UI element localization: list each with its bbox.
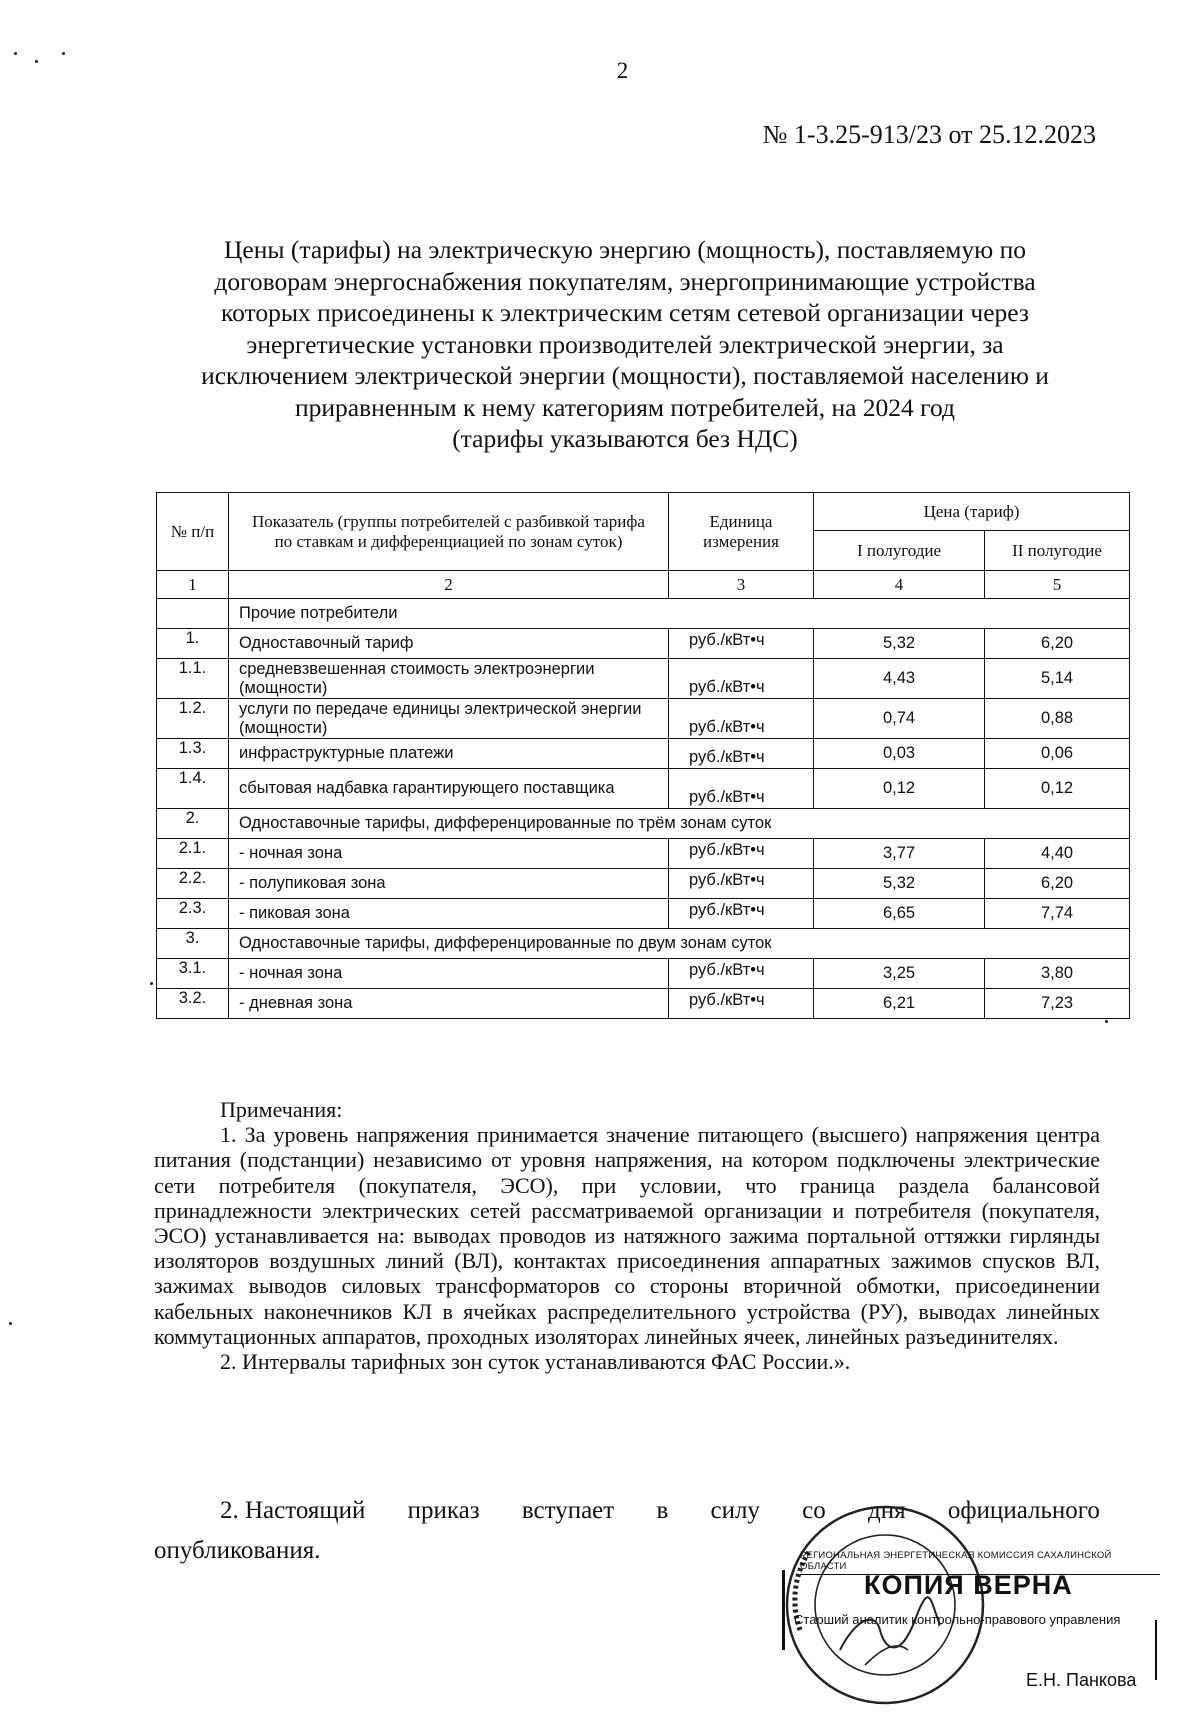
- tariff-table-body: [157, 599, 1130, 1019]
- order-word: со: [802, 1497, 826, 1524]
- column-number-row: [157, 571, 1130, 599]
- row-indicator: Одноставочный тариф: [229, 629, 669, 659]
- page-number: 2: [616, 58, 629, 83]
- notes-heading: Примечания:: [220, 1097, 343, 1122]
- table-row: [157, 839, 1130, 869]
- row-unit: руб./кВт•ч: [669, 899, 814, 929]
- table-row: [157, 769, 1130, 809]
- note-item: 2. Интервалы тарифных зон суток устанавливаются ФАС России.».: [220, 1349, 851, 1375]
- section-row: [157, 809, 1130, 839]
- stamp-signer-name: Е.Н. Панкова: [1026, 1670, 1137, 1690]
- row-number: 2.1.: [157, 839, 229, 869]
- price-half-2: 0,06: [985, 739, 1130, 769]
- row-unit: руб./кВт•ч: [669, 869, 814, 899]
- row-number: 3.2.: [157, 989, 229, 1019]
- price-half-2: 0,12: [985, 769, 1130, 809]
- tariff-table: [156, 492, 1130, 1019]
- title-line: договорам энергоснабжения покупателям, энергопринимающие устройства: [214, 266, 1036, 296]
- note-item: 1. За уровень напряжения принимается значение питающего (высшего) напряжения центра питания (подстанции) независимо от уровня напряжения, на котором подключены электрические сети потребителя (покупателя, ЭСО), при условии, что граница раздела балансовой принадлежности электрических сетей рассматриваемой организации и потребителя (покупателя, ЭСО) устанавливается на: выводах проводов из натяжного зажима портальной оттяжки гирлянды изоляторов воздушных линий (ВЛ), контактах присоединения аппаратных зажимов спусков ВЛ, зажимах выводов силовых трансформаторов со стороны вторичной обмотки, присоединении кабельных наконечников КЛ в ячейках распределительного устройства (РУ), выводах линейных коммутационных аппаратов, проходных изоляторах линейных ячеек, линейных разъединителях.: [154, 1122, 1100, 1349]
- order-word: в: [656, 1497, 669, 1524]
- row-number: 1.2.: [157, 699, 229, 739]
- section-row: [157, 599, 1130, 629]
- column-number: 3: [669, 571, 814, 599]
- row-indicator: инфраструктурные платежи: [229, 739, 669, 769]
- row-number: 2.: [157, 809, 229, 839]
- table-row: [157, 899, 1130, 929]
- price-half-1: 5,32: [814, 629, 985, 659]
- table-row: [157, 659, 1130, 699]
- header-unit: Единица измерения: [669, 493, 814, 571]
- notes: [154, 1097, 1100, 1374]
- column-number: 1: [157, 571, 229, 599]
- order-word: 2. Настоящий: [220, 1497, 366, 1524]
- row-number: 1.: [157, 629, 229, 659]
- row-number: 3.: [157, 929, 229, 959]
- row-number: 1.3.: [157, 739, 229, 769]
- title-line: которых присоединены к электрическим сетям сетевой организации через: [221, 298, 1029, 327]
- header-half-1: I полугодие: [814, 531, 985, 571]
- table-row: [157, 739, 1130, 769]
- table-row: [157, 869, 1130, 899]
- certification-stamp: [780, 1500, 1160, 1705]
- price-half-2: 6,20: [985, 629, 1130, 659]
- row-indicator: сбытовая надбавка гарантирующего поставщика: [229, 769, 669, 809]
- table-row: [157, 699, 1130, 739]
- table-row: [157, 989, 1130, 1019]
- row-indicator: - полупиковая зона: [229, 869, 669, 899]
- row-unit: руб./кВт•ч: [669, 989, 814, 1019]
- row-unit: руб./кВт•ч: [669, 699, 814, 739]
- column-number: 5: [985, 571, 1130, 599]
- row-unit: руб./кВт•ч: [669, 659, 814, 699]
- row-number: 2.2.: [157, 869, 229, 899]
- price-half-2: 3,80: [985, 959, 1130, 989]
- row-number: 2.3.: [157, 899, 229, 929]
- header-num: № п/п: [157, 493, 229, 571]
- order-word: силу: [710, 1497, 760, 1524]
- column-number: 4: [814, 571, 985, 599]
- price-half-2: 5,14: [985, 659, 1130, 699]
- stamp-org-line: РЕГИОНАЛЬНАЯ ЭНЕРГЕТИЧЕСКАЯ КОМИССИЯ САХАЛИНСКОЙ ОБЛАСТИ: [800, 1550, 1160, 1575]
- row-unit: руб./кВт•ч: [669, 959, 814, 989]
- price-half-2: 7,74: [985, 899, 1130, 929]
- table-row: [157, 629, 1130, 659]
- price-half-1: 6,21: [814, 989, 985, 1019]
- header-price: Цена (тариф): [814, 493, 1130, 531]
- header-half-2: II полугодие: [985, 531, 1130, 571]
- row-number: 1.4.: [157, 769, 229, 809]
- price-half-1: 0,03: [814, 739, 985, 769]
- title-line: (тарифы указываются без НДС): [452, 424, 798, 453]
- section-title: Одноставочные тарифы, дифференцированные по двум зонам суток: [229, 929, 1130, 959]
- row-indicator: услуги по передаче единицы электрической энергии (мощности): [229, 699, 669, 739]
- document-title: [140, 234, 1110, 455]
- row-unit: руб./кВт•ч: [669, 839, 814, 869]
- row-unit: руб./кВт•ч: [669, 769, 814, 809]
- order-word: дня: [868, 1497, 906, 1524]
- order-word: вступает: [521, 1497, 615, 1524]
- row-unit: руб./кВт•ч: [669, 629, 814, 659]
- title-line: приравненным к нему категориям потребителей, на 2024 год: [294, 392, 955, 422]
- round-seal-icon: [780, 1500, 1010, 1710]
- document-number: № 1-3.25-913/23 от 25.12.2023: [762, 120, 1096, 149]
- section-row: [157, 929, 1130, 959]
- price-half-1: 4,43: [814, 659, 985, 699]
- section-title: Одноставочные тарифы, дифференцированные по трём зонам суток: [229, 809, 1130, 839]
- stamp-border: [1155, 1620, 1157, 1680]
- price-half-1: 5,32: [814, 869, 985, 899]
- row-number: [157, 599, 229, 629]
- row-indicator: средневзвешенная стоимость электроэнергии (мощности): [229, 659, 669, 699]
- price-half-2: 7,23: [985, 989, 1130, 1019]
- order-word: официального: [947, 1497, 1100, 1524]
- price-half-2: 4,40: [985, 839, 1130, 869]
- price-half-1: 3,77: [814, 839, 985, 869]
- row-indicator: - ночная зона: [229, 839, 669, 869]
- row-unit: руб./кВт•ч: [669, 739, 814, 769]
- price-half-1: 0,12: [814, 769, 985, 809]
- stamp-border: [782, 1570, 785, 1650]
- price-half-1: 6,65: [814, 899, 985, 929]
- price-half-1: 3,25: [814, 959, 985, 989]
- stamp-position: Старший аналитик контрольно-правового управления: [794, 1612, 1121, 1627]
- row-indicator: - дневная зона: [229, 989, 669, 1019]
- title-line: энергетические установки производителей электрической энергии, за: [246, 329, 1004, 359]
- price-half-2: 0,88: [985, 699, 1130, 739]
- stamp-copy-certified: КОПИЯ ВЕРНА: [864, 1570, 1073, 1600]
- title-line: исключением электрической энергии (мощности), поставляемой населению и: [201, 361, 1049, 390]
- section-title: Прочие потребители: [229, 599, 1130, 629]
- header-indicator: Показатель (группы потребителей с разбивкой тарифа по ставкам и дифференциацией по зонам суток): [229, 493, 669, 571]
- title-line: Цены (тарифы) на электрическую энергию (мощность), поставляемую по: [223, 235, 1027, 264]
- order-word: приказ: [407, 1497, 480, 1524]
- price-half-1: 0,74: [814, 699, 985, 739]
- price-half-2: 6,20: [985, 869, 1130, 899]
- row-number: 3.1.: [157, 959, 229, 989]
- table-row: [157, 959, 1130, 989]
- column-number: 2: [229, 571, 669, 599]
- row-indicator: - ночная зона: [229, 959, 669, 989]
- row-indicator: - пиковая зона: [229, 899, 669, 929]
- row-number: 1.1.: [157, 659, 229, 699]
- order-clause-end: опубликования.: [154, 1537, 321, 1564]
